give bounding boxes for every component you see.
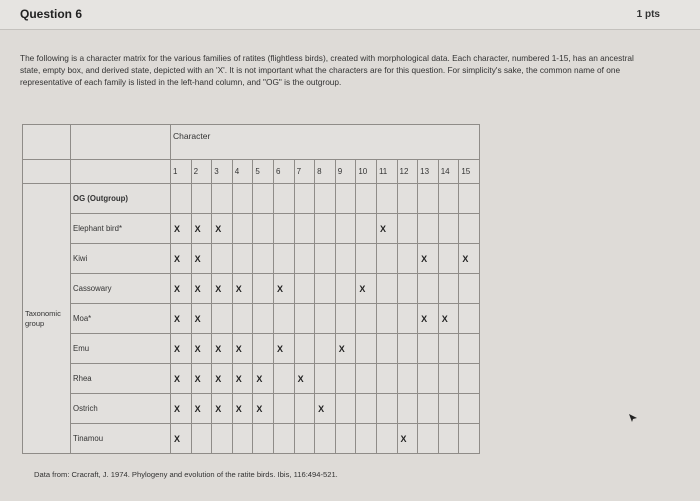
- character-state-cell: X: [171, 304, 192, 334]
- mouse-cursor-icon: [628, 413, 638, 423]
- character-state-cell: [212, 304, 233, 334]
- character-state-cell: [397, 364, 418, 394]
- character-state-cell: [459, 274, 480, 304]
- character-state-cell: [459, 214, 480, 244]
- character-state-cell: [315, 334, 336, 364]
- character-state-cell: [253, 334, 274, 364]
- character-number: 8: [315, 160, 336, 184]
- character-state-cell: [459, 394, 480, 424]
- character-state-cell: [232, 304, 253, 334]
- character-state-cell: [438, 424, 459, 454]
- character-state-cell: X: [171, 334, 192, 364]
- taxon-row: [23, 214, 480, 244]
- character-number: 9: [335, 160, 356, 184]
- taxon-name: Tinamou: [71, 424, 171, 454]
- character-state-cell: [273, 394, 294, 424]
- character-state-cell: [459, 334, 480, 364]
- character-state-cell: [335, 244, 356, 274]
- character-state-cell: [273, 214, 294, 244]
- character-state-cell: [335, 184, 356, 214]
- character-number: 3: [212, 160, 233, 184]
- character-state-cell: [315, 274, 336, 304]
- taxon-row: [23, 334, 480, 364]
- character-state-cell: [191, 184, 212, 214]
- character-heading: Character: [171, 125, 480, 160]
- character-state-cell: X: [191, 394, 212, 424]
- character-state-cell: [294, 244, 315, 274]
- character-state-cell: X: [191, 274, 212, 304]
- character-state-cell: [212, 244, 233, 274]
- character-state-cell: X: [171, 274, 192, 304]
- character-state-cell: [459, 184, 480, 214]
- character-state-cell: X: [212, 334, 233, 364]
- empty-cell: [23, 160, 71, 184]
- character-state-cell: [376, 424, 397, 454]
- character-number: 4: [232, 160, 253, 184]
- taxon-row: [23, 364, 480, 394]
- character-state-cell: [294, 274, 315, 304]
- character-state-cell: X: [253, 364, 274, 394]
- character-state-cell: [212, 184, 233, 214]
- taxon-name: Elephant bird*: [71, 214, 171, 244]
- character-state-cell: [253, 184, 274, 214]
- character-state-cell: [171, 184, 192, 214]
- character-state-cell: X: [212, 214, 233, 244]
- character-state-cell: [397, 244, 418, 274]
- character-state-cell: [376, 304, 397, 334]
- character-number: 7: [294, 160, 315, 184]
- character-number: 10: [356, 160, 377, 184]
- character-state-cell: [273, 424, 294, 454]
- character-state-cell: [253, 274, 274, 304]
- character-state-cell: [294, 394, 315, 424]
- character-state-cell: [438, 184, 459, 214]
- character-state-cell: [418, 274, 439, 304]
- character-state-cell: [397, 214, 418, 244]
- character-state-cell: [376, 244, 397, 274]
- taxon-row: [23, 184, 480, 214]
- character-state-cell: X: [191, 334, 212, 364]
- character-state-cell: [376, 394, 397, 424]
- character-state-cell: [294, 334, 315, 364]
- matrix-corner-cell: [23, 125, 71, 160]
- character-state-cell: [315, 244, 336, 274]
- character-state-cell: [356, 304, 377, 334]
- character-state-cell: X: [418, 304, 439, 334]
- character-state-cell: X: [294, 364, 315, 394]
- character-state-cell: X: [171, 424, 192, 454]
- matrix-corner-cell: [71, 125, 171, 160]
- character-state-cell: [438, 214, 459, 244]
- character-number: 5: [253, 160, 274, 184]
- taxon-row: [23, 244, 480, 274]
- character-state-cell: [376, 334, 397, 364]
- character-state-cell: X: [335, 334, 356, 364]
- character-state-cell: [315, 304, 336, 334]
- taxon-name: Ostrich: [71, 394, 171, 424]
- character-state-cell: [376, 364, 397, 394]
- character-state-cell: [418, 334, 439, 364]
- character-state-cell: X: [232, 334, 253, 364]
- character-state-cell: [335, 304, 356, 334]
- character-state-cell: [253, 424, 274, 454]
- character-state-cell: [273, 304, 294, 334]
- character-state-cell: [232, 184, 253, 214]
- character-state-cell: [294, 424, 315, 454]
- character-state-cell: [356, 184, 377, 214]
- character-state-cell: X: [191, 214, 212, 244]
- character-state-cell: X: [418, 244, 439, 274]
- character-state-cell: [335, 214, 356, 244]
- character-state-cell: [418, 214, 439, 244]
- character-state-cell: [253, 214, 274, 244]
- character-state-cell: X: [191, 304, 212, 334]
- character-state-cell: [294, 304, 315, 334]
- character-state-cell: [397, 304, 418, 334]
- character-state-cell: X: [171, 364, 192, 394]
- taxon-row: [23, 304, 480, 334]
- character-number: 13: [418, 160, 439, 184]
- character-state-cell: [253, 244, 274, 274]
- character-state-cell: [438, 274, 459, 304]
- character-number: 1: [171, 160, 192, 184]
- taxon-name: Kiwi: [71, 244, 171, 274]
- taxonomic-group-label: Taxonomic group: [23, 184, 71, 454]
- character-state-cell: [356, 214, 377, 244]
- character-state-cell: X: [212, 364, 233, 394]
- character-state-cell: [418, 364, 439, 394]
- character-state-cell: [376, 274, 397, 304]
- character-state-cell: [232, 244, 253, 274]
- character-state-cell: [418, 184, 439, 214]
- character-number: 15: [459, 160, 480, 184]
- character-state-cell: [253, 304, 274, 334]
- character-state-cell: [397, 184, 418, 214]
- character-state-cell: X: [232, 394, 253, 424]
- character-state-cell: [232, 214, 253, 244]
- character-state-cell: [376, 184, 397, 214]
- character-state-cell: [356, 394, 377, 424]
- empty-cell: [71, 160, 171, 184]
- character-number: 14: [438, 160, 459, 184]
- character-state-cell: [459, 364, 480, 394]
- character-state-cell: [438, 364, 459, 394]
- character-state-cell: X: [191, 364, 212, 394]
- taxon-name: Moa*: [71, 304, 171, 334]
- character-state-cell: X: [212, 394, 233, 424]
- character-state-cell: [397, 394, 418, 424]
- character-state-cell: [273, 184, 294, 214]
- character-state-cell: X: [273, 334, 294, 364]
- character-state-cell: [438, 334, 459, 364]
- character-number-row: [23, 160, 480, 184]
- character-state-cell: X: [315, 394, 336, 424]
- question-intro-text: The following is a character matrix for the various families of ratites (flightless birds), created with morphological data. Each character, numbered 1-15, has an ancestral state, empty box, and derived state, depicted with an 'X'. It is not important what the characters are for this question. For simplicity's sake, the common name of one representative of each family is listed in the left-hand column, and "OG" is the outgroup.: [20, 53, 634, 87]
- character-state-cell: [438, 394, 459, 424]
- character-state-cell: [397, 274, 418, 304]
- character-state-cell: X: [253, 394, 274, 424]
- character-state-cell: [315, 214, 336, 244]
- character-number: 12: [397, 160, 418, 184]
- taxon-name: Rhea: [71, 364, 171, 394]
- taxon-name: Cassowary: [71, 274, 171, 304]
- character-state-cell: [273, 244, 294, 274]
- character-state-cell: X: [232, 274, 253, 304]
- character-state-cell: [294, 184, 315, 214]
- character-state-cell: X: [459, 244, 480, 274]
- character-state-cell: X: [232, 364, 253, 394]
- character-state-cell: [356, 364, 377, 394]
- character-state-cell: [273, 364, 294, 394]
- character-state-cell: [418, 394, 439, 424]
- question-points: 1 pts: [636, 9, 660, 20]
- character-state-cell: [397, 334, 418, 364]
- character-state-cell: [294, 214, 315, 244]
- character-number: 6: [273, 160, 294, 184]
- character-state-cell: [459, 424, 480, 454]
- character-state-cell: X: [171, 394, 192, 424]
- character-state-cell: [315, 184, 336, 214]
- character-state-cell: [335, 364, 356, 394]
- character-state-cell: X: [438, 304, 459, 334]
- character-state-cell: [356, 334, 377, 364]
- character-state-cell: [459, 304, 480, 334]
- character-state-cell: X: [356, 274, 377, 304]
- data-citation: Data from: Cracraft, J. 1974. Phylogeny and evolution of the ratite birds. Ibis, 116:494-521.: [34, 470, 338, 479]
- taxon-row: [23, 424, 480, 454]
- question-header: [0, 0, 700, 30]
- character-state-cell: X: [212, 274, 233, 304]
- character-state-cell: X: [171, 214, 192, 244]
- character-number: 2: [191, 160, 212, 184]
- character-state-cell: [232, 424, 253, 454]
- character-state-cell: X: [273, 274, 294, 304]
- character-state-cell: [335, 394, 356, 424]
- character-state-cell: X: [191, 244, 212, 274]
- matrix-header-row: [23, 125, 480, 160]
- character-state-cell: [356, 244, 377, 274]
- character-state-cell: [356, 424, 377, 454]
- character-state-cell: [418, 424, 439, 454]
- question-title: Question 6: [20, 7, 83, 21]
- taxon-row: [23, 274, 480, 304]
- character-state-cell: X: [376, 214, 397, 244]
- taxon-name: Emu: [71, 334, 171, 364]
- taxon-name: OG (Outgroup): [71, 184, 171, 214]
- taxon-row: [23, 394, 480, 424]
- character-state-cell: X: [397, 424, 418, 454]
- character-state-cell: [315, 424, 336, 454]
- character-state-cell: [335, 424, 356, 454]
- character-state-cell: [335, 274, 356, 304]
- character-number: 11: [376, 160, 397, 184]
- character-state-cell: [438, 244, 459, 274]
- character-state-cell: [191, 424, 212, 454]
- character-state-cell: [315, 364, 336, 394]
- character-state-cell: [212, 424, 233, 454]
- character-matrix-table: [22, 124, 480, 454]
- character-state-cell: X: [171, 244, 192, 274]
